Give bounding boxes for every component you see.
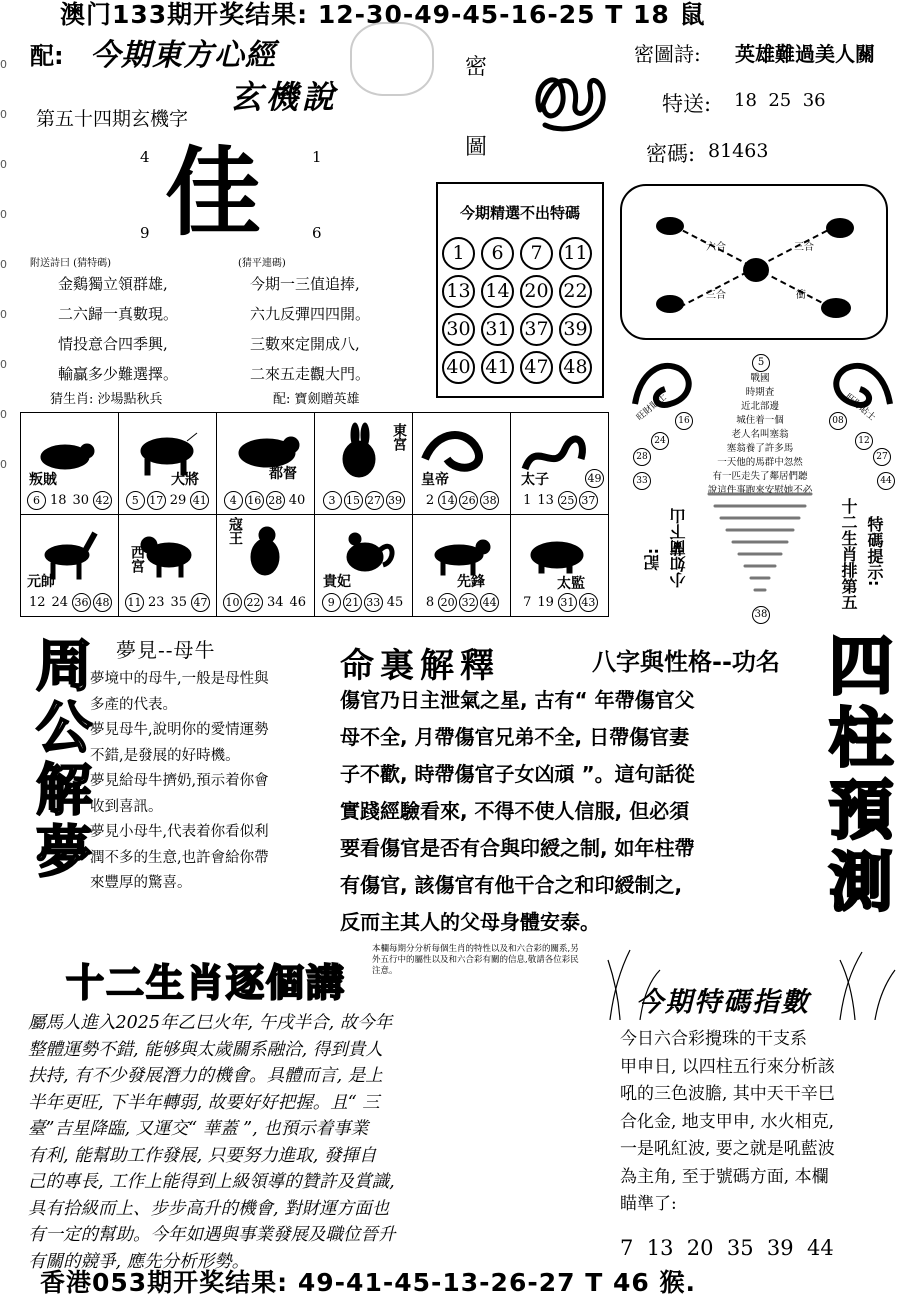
pyramid-row: 一天他的馬群中忽然 <box>717 457 803 468</box>
zodiac-numbers <box>315 491 412 510</box>
corner-num-br: 6 <box>312 224 322 242</box>
zodiac-talk-title: 十二生肖逐個講 <box>66 961 347 1005</box>
zodiac-number: 12 <box>28 595 46 610</box>
pyramid-row: 有一匹走失了鄰居們聽 <box>712 471 808 482</box>
zodiac-cell-dragon <box>412 412 511 515</box>
cross-label-chong: 衝 <box>796 290 806 301</box>
dream-line: 收到喜訊。 <box>90 798 163 815</box>
special-line: 甲申日, 以四柱五行來分析該 <box>620 1056 835 1077</box>
select-box <box>436 182 604 398</box>
zodiac-number: 47 <box>191 593 210 612</box>
zodiac-number: 27 <box>365 491 384 510</box>
zodiac-cell-snake <box>510 412 609 515</box>
fate-line: 要看傷官是否有合與印綬之制, 如年柱帶 <box>340 836 695 860</box>
zodiac-name: 太監 <box>557 576 585 592</box>
zodiac-cell-mouse <box>20 412 119 515</box>
select-number: 6 <box>481 237 514 270</box>
big-character: 佳 <box>165 136 261 249</box>
code-value: 81463 <box>708 140 769 162</box>
zodiac-number: 17 <box>147 491 166 510</box>
zodiac-cell-monkey <box>216 514 315 617</box>
special-line: 為主角, 至于號碼方面, 本欄 <box>620 1166 829 1187</box>
zodiac-cell-goat <box>118 514 217 617</box>
zodiac-numbers <box>511 593 608 612</box>
zodiac-numbers <box>511 491 608 510</box>
secret-figure-drawing <box>525 55 615 145</box>
tesong-label: 特送: <box>662 92 712 116</box>
pyramid-side-left <box>629 410 709 486</box>
special-line: 一是吼紅波, 要之就是吼藍波 <box>620 1139 835 1159</box>
special-line: 吼的三色波膽, 其中天干辛巳 <box>620 1084 835 1104</box>
pyramid-side-num: 33 <box>633 472 651 490</box>
zodiac-numbers <box>119 491 216 510</box>
zodiac-cell-rooster <box>314 514 413 617</box>
ox-icon <box>123 419 213 481</box>
secret-mi-char: 密 <box>465 55 488 80</box>
zodiac-number: 44 <box>480 593 499 612</box>
tiger-icon <box>221 419 311 481</box>
select-number-grid <box>438 237 602 384</box>
brand-subtitle: 玄機說 <box>230 78 339 116</box>
stamp-seal <box>350 22 434 96</box>
zodiac-name: 都督 <box>269 466 297 482</box>
zodiac-name: 寇王 <box>227 517 243 545</box>
zodiac-number: 15 <box>344 491 363 510</box>
zodiac-numbers <box>217 491 314 510</box>
select-number: 11 <box>559 237 592 270</box>
pyramid-row: 說這件事跑來安慰她不必 <box>707 485 813 496</box>
zodiac-number: 43 <box>579 593 598 612</box>
hk-result-banner: 香港053期开奖结果: 49-41-45-13-26-27 T 46 猴. <box>40 1268 696 1297</box>
dream-line: 來豐厚的驚喜。 <box>90 875 192 891</box>
zodiac-name: 皇帝 <box>421 472 449 488</box>
margin-marks: 0 0 0 0 0 0 0 0 0 <box>0 58 7 471</box>
poem-right-line: 三數來定開成八, <box>250 335 360 353</box>
poem-left-line: 情投意合四季興, <box>58 335 168 353</box>
pyramid-row: 時期査 <box>745 387 775 398</box>
dream-line: 夢見給母牛擠奶,預示着你會 <box>90 773 269 789</box>
zodiac-name: 大將 <box>171 472 199 488</box>
zodiac-cell-horse <box>20 514 119 617</box>
fate-line: 有傷官, 該傷官有他干合之和印綬制之, <box>340 873 683 897</box>
zodiac-name: 元帥 <box>27 574 55 590</box>
zodiac-numbers <box>217 593 314 612</box>
zodiac-number: 25 <box>558 491 577 510</box>
zodiac-name: 叛賊 <box>29 472 57 488</box>
zodiac-number: 30 <box>72 493 90 508</box>
fate-vertical-title: 四柱預測 <box>818 632 892 920</box>
zodiac-number: 22 <box>244 593 263 612</box>
dream-line: 夢見小母牛,代表着你看似利 <box>90 824 269 840</box>
poem-right-line: 六九反彈四四開。 <box>250 305 371 323</box>
zodiac-number: 1 <box>523 493 532 508</box>
pei-label: 配: <box>30 42 64 70</box>
zodiac-number: 45 <box>386 595 404 610</box>
zodiac-talk-line: 整體運勢不錯, 能够與太歲關系融洽, 得到貴人 <box>28 1039 383 1060</box>
fate-line: 反而主其人的父母身體安泰。 <box>340 910 600 934</box>
fate-line: 傷官乃日主泄氣之星, 古有“ 年帶傷官父 <box>340 688 695 712</box>
dream-line: 多產的代表。 <box>90 696 177 713</box>
brand-title: 今期東方心經 <box>90 38 276 73</box>
zodiac-number: 6 <box>27 491 46 510</box>
fate-line: 實踐經驗看來, 不得不使人信服, 但必須 <box>340 799 690 823</box>
zodiac-number: 19 <box>537 595 554 610</box>
zodiac-talk-line: 臺”吉星降臨, 又運交“ 華蓋 ”, 也預示着事業 <box>28 1119 369 1139</box>
special-line: 合化金, 地支甲申, 水火相克, <box>620 1111 835 1132</box>
zodiac-number: 33 <box>364 593 383 612</box>
select-number: 14 <box>481 275 514 308</box>
zodiac-numbers <box>315 593 412 612</box>
zodiac-number: 38 <box>480 491 499 510</box>
poem-right-line: 今期一三值追捧, <box>250 275 360 293</box>
zodiac-number: 26 <box>459 491 478 510</box>
pyramid-top-num: 5 <box>752 354 770 372</box>
pyramid-right-tag: 旺財貼士 <box>843 392 878 424</box>
zodiac-number: 10 <box>223 593 242 612</box>
code-label: 密碼: <box>646 142 696 166</box>
zodiac-cross-box <box>620 184 888 340</box>
select-number: 1 <box>442 237 475 270</box>
zodiac-number: 9 <box>322 593 341 612</box>
pyramid-side-num: 44 <box>877 472 895 490</box>
select-number: 31 <box>481 313 514 346</box>
zodiac-numbers <box>413 491 510 510</box>
zodiac-cell-pig <box>510 514 609 617</box>
pyramid-vertical-left-note: 記: <box>643 548 662 571</box>
special-numbers: 7 13 20 35 39 44 <box>620 1236 834 1260</box>
select-number: 48 <box>559 351 592 384</box>
pyramid-side-num: 28 <box>633 448 651 466</box>
poem-left <box>30 254 250 433</box>
pyramid-vertical-right-note: 特碼提示: <box>865 516 884 587</box>
zodiac-extra-num: 49 <box>585 469 604 488</box>
dream-line: 不錯,是發展的好時機。 <box>90 747 240 764</box>
pyramid-vertical-right: 十二生肖排第五 <box>839 498 858 610</box>
zodiac-number: 3 <box>323 491 342 510</box>
pyramid-row: 塞翁養了許多馬 <box>726 443 794 454</box>
zodiac-name: 貴妃 <box>323 574 351 590</box>
zodiac-number: 39 <box>386 491 405 510</box>
pyramid-side-num: 24 <box>651 432 669 450</box>
fate-subtitle: 八字與性格--功名 <box>592 648 780 676</box>
poem-right-header: (猜平連碼) <box>238 258 286 269</box>
zodiac-talk-line: 扶持, 有不少發展潛力的機會。具體而言, 是上 <box>28 1066 383 1086</box>
dream-line: 潤不多的生意,也許會給你帶 <box>90 849 269 866</box>
zodiac-numbers <box>119 593 216 612</box>
special-line: 今日六合彩攪珠的干支系 <box>620 1029 807 1049</box>
zodiac-number: 8 <box>425 595 435 610</box>
poem-left-line: 輸贏多少難選擇。 <box>58 365 179 383</box>
zodiac-cell-tiger <box>216 412 315 515</box>
zodiac-number: 31 <box>558 593 577 612</box>
cross-label-liuhe: 六合 <box>706 242 726 253</box>
cross-label-sanhe-b: 三合 <box>706 290 726 301</box>
corner-num-tl: 4 <box>140 148 150 166</box>
zodiac-talk-line: 己的專長, 工作上能得到上級領導的贊許及賞識, <box>28 1172 395 1192</box>
zodiac-numbers <box>21 491 118 510</box>
zodiac-number: 36 <box>72 593 91 612</box>
zodiac-number: 16 <box>245 491 264 510</box>
pyramid-bottom-num: 38 <box>752 606 770 624</box>
dream-line: 夢見母牛,說明你的愛情運勢 <box>90 722 269 738</box>
poem-text: 英雄難過美人關 <box>735 42 875 66</box>
pyramid-section <box>615 348 905 628</box>
poem-label: 密圖詩: <box>634 42 701 66</box>
pyramid-lower-triangle <box>705 488 815 608</box>
select-number: 7 <box>520 237 553 270</box>
fate-title: 命裏解釋 <box>340 646 500 686</box>
dream-vertical-title: 周公解夢 <box>27 636 92 884</box>
special-line: 瞄準了: <box>620 1194 677 1214</box>
zodiac-number: 46 <box>289 595 307 610</box>
zodiac-number: 37 <box>579 491 598 510</box>
zodiac-talk-line: 有關的競爭, 應先分析形勢。 <box>28 1251 250 1272</box>
zodiac-numbers <box>21 593 118 612</box>
special-body <box>620 1026 905 1219</box>
zodiac-number: 48 <box>93 593 112 612</box>
dream-body <box>90 667 315 897</box>
zodiac-number: 4 <box>224 491 243 510</box>
zodiac-number: 5 <box>126 491 145 510</box>
pyramid-vertical-left: 小如蘭下山 <box>669 508 688 588</box>
zodiac-number: 42 <box>93 491 112 510</box>
zodiac-name: 太子 <box>521 472 549 488</box>
zodiac-number: 21 <box>343 593 362 612</box>
zodiac-number: 14 <box>438 491 457 510</box>
fate-line: 母不全, 月帶傷官兄弟不全, 日帶傷官妻 <box>340 725 690 749</box>
pyramid-side-num: 16 <box>675 412 693 430</box>
zodiac-cell-rabbit <box>314 412 413 515</box>
zodiac-cell-ox <box>118 412 217 515</box>
pyramid-side-num: 27 <box>873 448 891 466</box>
zodiac-numbers <box>413 593 510 612</box>
zodiac-number: 35 <box>170 595 188 610</box>
zodiac-talk-body <box>28 1010 608 1275</box>
select-number: 22 <box>559 275 592 308</box>
select-number: 20 <box>520 275 553 308</box>
select-number: 13 <box>442 275 475 308</box>
zodiac-number: 24 <box>51 595 69 610</box>
special-title: 今期特碼指數 <box>636 987 810 1018</box>
select-number: 39 <box>559 313 592 346</box>
zodiac-number: 41 <box>190 491 209 510</box>
zodiac-name: 東宮 <box>391 423 407 451</box>
select-number: 37 <box>520 313 553 346</box>
poem-left-footer: 猜生肖: 沙場點秋兵 <box>50 392 163 407</box>
zodiac-number: 7 <box>523 595 532 610</box>
zodiac-talk-line: 屬馬人進入2025年乙巳火年, 午戌半合, 故今年 <box>28 1013 393 1033</box>
zodiac-talk-line: 具有拾級而上、步步高升的機會, 對財運方面也 <box>28 1198 390 1219</box>
poem-left-line: 二六歸一真數現。 <box>58 305 179 323</box>
secret-tu-char: 圖 <box>465 135 488 160</box>
tesong-numbers: 18 25 36 <box>734 90 826 111</box>
zodiac-number: 34 <box>266 595 284 610</box>
zodiac-number: 29 <box>169 493 187 508</box>
poem-right-line: 二來五走觀大門。 <box>250 365 371 383</box>
poem-right <box>228 254 428 411</box>
fate-line: 子不歡, 時帶傷官子女凶頑 ”。這句話從 <box>340 762 695 786</box>
zodiac-number: 20 <box>438 593 457 612</box>
dream-title: 夢見--母牛 <box>116 638 216 662</box>
select-number: 41 <box>481 351 514 384</box>
pyramid-row: 戰國 <box>750 373 770 384</box>
corner-num-tr: 1 <box>312 148 322 166</box>
poem-left-line: 金鷄獨立領群雄, <box>58 275 168 293</box>
zodiac-name: 西宮 <box>129 545 145 573</box>
poem-left-header: 附送詩曰 (猜特碼) <box>30 258 111 269</box>
zodiac-number: 23 <box>147 595 165 610</box>
pyramid-side-right <box>815 410 895 486</box>
zodiac-table <box>20 412 608 616</box>
pyramid-side-num: 08 <box>829 412 847 430</box>
zodiac-number: 18 <box>49 493 67 508</box>
zodiac-number: 32 <box>459 593 478 612</box>
zodiac-number: 2 <box>425 493 435 508</box>
select-number: 40 <box>442 351 475 384</box>
pyramid-row: 近北部邊 <box>740 401 779 412</box>
zodiac-name: 先鋒 <box>457 574 485 590</box>
macau-result-banner: 澳门133期开奖结果: 12-30-49-45-16-25 T 18 鼠 <box>60 0 706 29</box>
zodiac-talk-line: 有一定的幫助。今年如遇與事業發展及職位晉升 <box>28 1225 396 1245</box>
zodiac-cross-diagram <box>622 186 886 338</box>
dream-line: 夢境中的母牛,一般是母性與 <box>90 671 269 687</box>
cross-label-sanhe-a: 三合 <box>794 242 814 253</box>
fate-body <box>340 682 820 941</box>
zodiac-cell-dog <box>412 514 511 617</box>
zodiac-number: 40 <box>288 493 306 508</box>
issue-title: 第五十四期玄機字 <box>36 108 189 130</box>
zodiac-number: 28 <box>266 491 285 510</box>
pyramid-left-tag: 旺財貼士 <box>634 392 669 424</box>
poem-right-footer: 配: 寶劍贈英雄 <box>273 392 360 407</box>
pyramid-row: 老人名叫塞翁 <box>731 429 789 440</box>
pyramid-side-num: 12 <box>855 432 873 450</box>
zodiac-talk-note: 本欄每期分分析每個生肖的特性以及和六合彩的關系,另外五行中的屬性以及和六合彩有關的信息,敬請各位彩民注意。 <box>372 944 579 976</box>
zodiac-talk-line: 半年更旺, 下半年轉弱, 故要好好把握。且“ 三 <box>28 1092 380 1113</box>
select-box-title: 今期精選不出特碼 <box>459 204 580 222</box>
zodiac-number: 13 <box>537 493 554 508</box>
select-number: 47 <box>520 351 553 384</box>
select-number: 30 <box>442 313 475 346</box>
zodiac-number: 11 <box>125 593 144 612</box>
corner-num-bl: 9 <box>140 224 150 242</box>
pyramid-row: 城住着一個 <box>736 415 784 426</box>
zodiac-talk-line: 有利, 能幫助工作發展, 只要努力進取, 發揮自 <box>28 1145 377 1166</box>
